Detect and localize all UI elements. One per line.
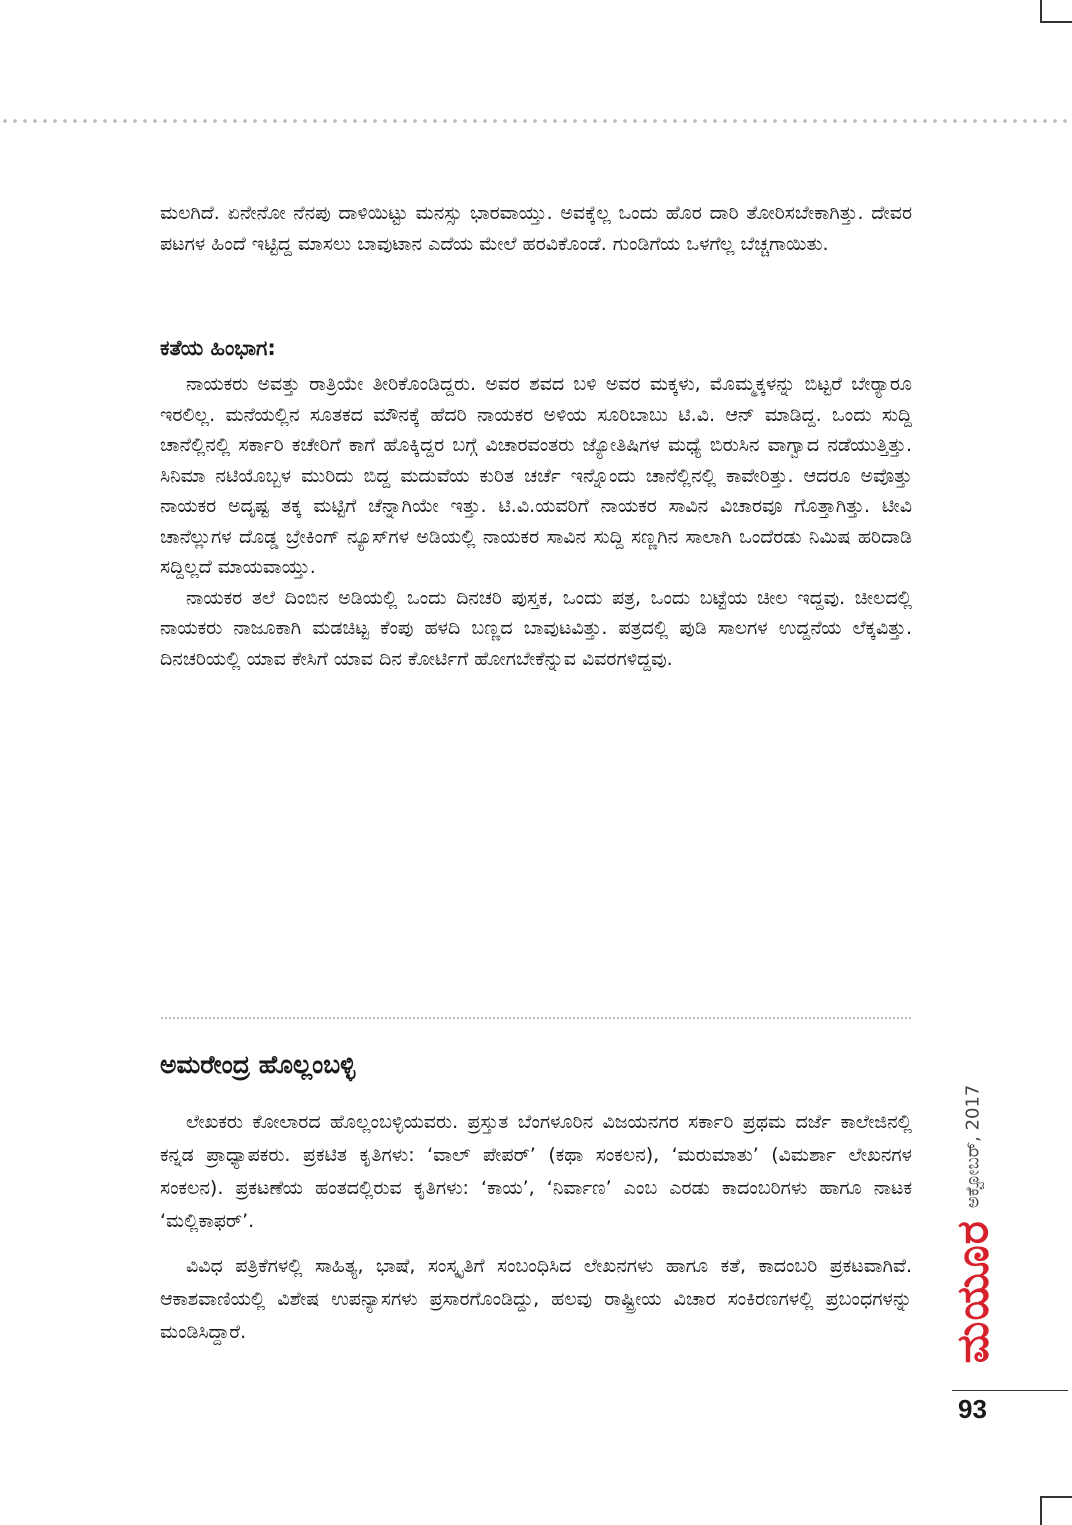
magazine-name: ಮಯೂರ [947,1220,999,1364]
crop-mark-bottom-right [1040,1496,1042,1525]
story-epilogue [160,369,912,674]
epilogue-paragraph-1: ನಾಯಕರು ಅವತ್ತು ರಾತ್ರಿಯೇ ತೀರಿಕೊಂಡಿದ್ದರು. ಅವರ ಶವದ ಬಳಿ ಅವರ ಮಕ್ಕಳು, ಮೊಮ್ಮಕ್ಕಳನ್ನು ಬಿಟ್ಟರೆ ಬೇರ್‍ಯಾರೂ ಇರಲಿಲ್ಲ. ಮನೆಯಲ್ಲಿನ ಸೂತಕದ ಮೌನಕ್ಕೆ ಹೆದರಿ ನಾಯಕರ ಅಳಿಯ ಸೂರಿಬಾಬು ಟಿ.ವಿ. ಆನ್ ಮಾಡಿದ್ದ. ಒಂದು ಸುದ್ದಿ ಚಾನೆಲ್ಲಿನಲ್ಲಿ ಸರ್ಕಾರಿ ಕಚೇರಿಗೆ ಕಾಗೆ ಹೊಕ್ಕಿದ್ದರ ಬಗ್ಗೆ ವಿಚಾರವಂತರು ಜ್ಯೋತಿಷಿಗಳ ಮಧ್ಯೆ ಬಿರುಸಿನ ವಾಗ್ವಾದ ನಡೆಯುತ್ತಿತ್ತು. ಸಿನಿಮಾ ನಟಿಯೊಬ್ಬಳ ಮುರಿದು ಬಿದ್ದ ಮದುವೆಯ ಕುರಿತ ಚರ್ಚೆ ಇನ್ನೊಂದು ಚಾನೆಲ್ಲಿನಲ್ಲಿ ಕಾವೇರಿತ್ತು. ಆದರೂ ಅವೊತ್ತು ನಾಯಕರ ಅದೃಷ್ಟ ತಕ್ಕ ಮಟ್ಟಿಗೆ ಚೆನ್ನಾಗಿಯೇ ಇತ್ತು. ಟಿ.ವಿ.ಯವರಿಗೆ ನಾಯಕರ ಸಾವಿನ ವಿಚಾರವೂ ಗೊತ್ತಾಗಿತ್ತು. ಟೀವಿ ಚಾನೆಲ್ಲುಗಳ ದೊಡ್ಡ ಬ್ರೇಕಿಂಗ್ ನ್ಯೂಸ್‌ಗಳ ಅಡಿಯಲ್ಲಿ ನಾಯಕರ ಸಾವಿನ ಸುದ್ದಿ ಸಣ್ಣಗಿನ ಸಾಲಾಗಿ ಒಂದೆರಡು ನಿಮಿಷ ಹರಿದಾಡಿ ಸದ್ದಿಲ್ಲದೆ ಮಾಯವಾಯ್ತು. [160,373,912,578]
story-intro [160,198,912,259]
magazine-masthead-strip [928,1074,1018,1374]
author-bio-paragraph-2: ವಿವಿಧ ಪತ್ರಿಕೆಗಳಲ್ಲಿ ಸಾಹಿತ್ಯ, ಭಾಷೆ, ಸಂಸ್ಕೃತಿಗೆ ಸಂಬಂಧಿಸಿದ ಲೇಖನಗಳು ಹಾಗೂ ಕತೆ, ಕಾದಂಬರಿ ಪ್ರಕಟವಾಗಿವೆ. ಆಕಾಶವಾಣಿಯಲ್ಲಿ ವಿಶೇಷ ಉಪನ್ಯಾಸಗಳು ಪ್ರಸಾರಗೊಂಡಿದ್ದು, ಹಲವು ರಾಷ್ಟ್ರೀಯ ವಿಚಾರ ಸಂಕಿರಣಗಳಲ್ಲಿ ಪ್ರಬಂಧಗಳನ್ನು ಮಂಡಿಸಿದ್ದಾರೆ. [160,1255,912,1343]
crop-mark-top-right [1040,0,1042,22]
top-dotted-divider [0,118,1072,124]
issue-date: ಅಕ್ಟೋಬರ್, 2017 [962,1084,984,1209]
author-name: ಅಮರೇಂದ್ರ ಹೊಲ್ಲಂಬಳ್ಳಿ [160,1050,356,1079]
epilogue-paragraph-2: ನಾಯಕರ ತಲೆ ದಿಂಬಿನ ಅಡಿಯಲ್ಲಿ ಒಂದು ದಿನಚರಿ ಪುಸ್ತಕ, ಒಂದು ಪತ್ರ, ಒಂದು ಬಟ್ಟೆಯ ಚೀಲ ಇದ್ದವು. ಚೀಲದಲ್ಲಿ ನಾಯಕರು ನಾಜೂಕಾಗಿ ಮಡಚಿಟ್ಟ ಕೆಂಪು ಹಳದಿ ಬಣ್ಣದ ಬಾವುಟವಿತ್ತು. ಪತ್ರದಲ್ಲಿ ಪುಡಿ ಸಾಲಗಳ ಉದ್ದನೆಯ ಲೆಕ್ಕವಿತ್ತು. ದಿನಚರಿಯಲ್ಲಿ ಯಾವ ಕೇಸಿಗೆ ಯಾವ ದಿನ ಕೋರ್ಟಿಗೆ ಹೋಗಬೇಕೆನ್ನುವ ವಿವರಗಳಿದ್ದವು. [160,586,912,670]
crop-mark-top-right-h [1040,21,1072,23]
author-bio [160,1106,912,1349]
crop-mark-bottom-right-h [1040,1496,1072,1498]
author-bio-paragraph-1: ಲೇಖಕರು ಕೋಲಾರದ ಹೊಲ್ಲಂಬಳ್ಳಿಯವರು. ಪ್ರಸ್ತುತ ಬೆಂಗಳೂರಿನ ವಿಜಯನಗರ ಸರ್ಕಾರಿ ಪ್ರಥಮ ದರ್ಜೆ ಕಾಲೇಜಿನಲ್ಲಿ ಕನ್ನಡ ಪ್ರಾಧ್ಯಾಪಕರು. ಪ್ರಕಟಿತ ಕೃತಿಗಳು: ‘ವಾಲ್ ಪೇಪರ್’ (ಕಥಾ ಸಂಕಲನ), ‘ಮರುಮಾತು’ (ವಿಮರ್ಶಾ ಲೇಖನಗಳ ಸಂಕಲನ). ಪ್ರಕಟಣೆಯ ಹಂತದಲ್ಲಿರುವ ಕೃತಿಗಳು: ‘ಕಾಯ’, ‘ನಿರ್ವಾಣ’ ಎಂಬ ಎರಡು ಕಾದಂಬರಿಗಳು ಹಾಗೂ ನಾಟಕ ‘ಮಲ್ಲಿಕಾಫರ್’. [160,1111,912,1232]
page-number: 93 [958,1394,987,1424]
page-number-rule [952,1390,1068,1391]
story-intro-paragraph: ಮಲಗಿದೆ. ಏನೇನೋ ನೆನಪು ದಾಳಿಯಿಟ್ಟು ಮನಸ್ಸು ಭಾರವಾಯ್ತು. ಅವಕ್ಕೆಲ್ಲ ಒಂದು ಹೊರ ದಾರಿ ತೋರಿಸಬೇಕಾಗಿತ್ತು. ದೇವರ ಪಟಗಳ ಹಿಂದೆ ಇಟ್ಟಿದ್ದ ಮಾಸಲು ಬಾವುಟಾನ ಎದೆಯ ಮೇಲೆ ಹರವಿಕೊಂಡೆ. ಗುಂಡಿಗೆಯ ಒಳಗೆಲ್ಲ ಬೆಚ್ಚಗಾಯಿತು. [160,202,912,255]
author-section-divider [160,1016,912,1020]
epilogue-heading: ಕತೆಯ ಹಿಂಭಾಗ: [160,336,276,360]
